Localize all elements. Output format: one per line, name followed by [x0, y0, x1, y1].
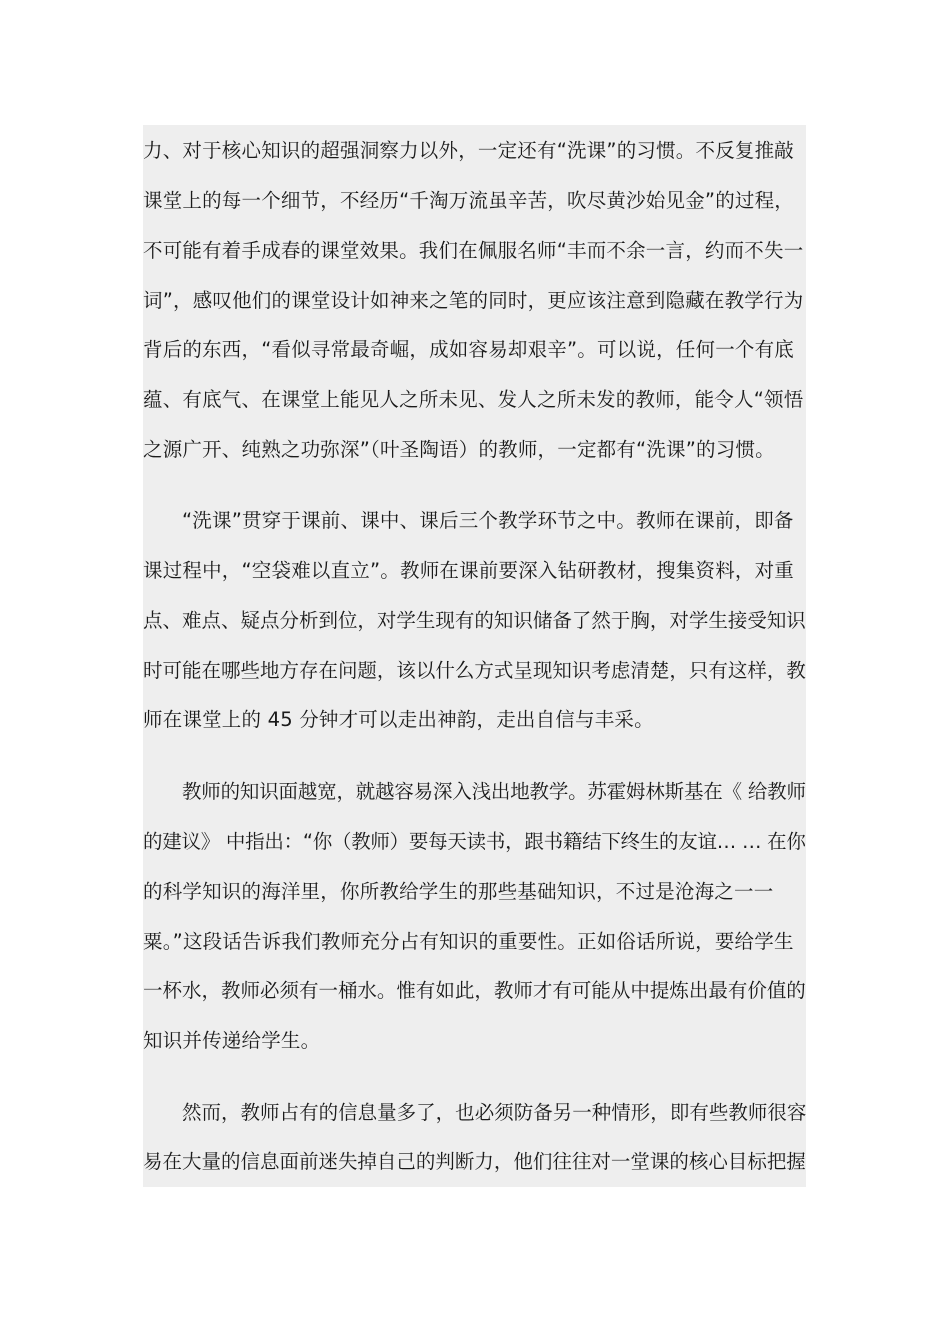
- text-line: 的建议》 中指出：“你（教师）要每天读书，跟书籍结下终生的友谊… … 在你: [143, 830, 806, 853]
- text-line: 背后的东西，“看似寻常最奇崛，成如容易却艰辛”。可以说，任何一个有底: [143, 338, 795, 361]
- text-line: 词”，感叹他们的课堂设计如神来之笔的同时，更应该注意到隐藏在教学行为: [143, 289, 804, 312]
- text-line: “洗课”贯穿于课前、课中、课后三个教学环节之中。教师在课前，即备: [182, 509, 794, 532]
- text-line: 知识并传递给学生。: [143, 1029, 321, 1052]
- text-block: [143, 125, 806, 1187]
- text-line: 的科学知识的海洋里，你所教给学生的那些基础知识，不过是沧海之一一: [143, 880, 774, 903]
- text-line: 一杯水，教师必须有一桶水。惟有如此，教师才有可能从中提炼出最有价值的: [143, 979, 806, 1002]
- text-line: 课过程中，“空袋难以直立”。教师在课前要深入钻研教材，搜集资料，对重: [143, 559, 795, 582]
- text-line: 不可能有着手成春的课堂效果。我们在佩服名师“丰而不余一言，约而不失一: [143, 239, 804, 262]
- text-line: 粟。”这段话告诉我们教师充分占有知识的重要性。正如俗话所说，要给学生: [143, 930, 794, 953]
- text-line: 课堂上的每一个细节，不经历“千淘万流虽辛苦，吹尽黄沙始见金”的过程，: [143, 189, 795, 212]
- text-line: 蕴、有底气、在课堂上能见人之所未见、发人之所未发的教师，能令人“领悟: [143, 388, 804, 411]
- text-line: 易在大量的信息面前迷失掉自己的判断力，他们往往对一堂课的核心目标把握: [143, 1150, 806, 1173]
- text-line: 时可能在哪些地方存在问题，该以什么方式呈现知识考虑清楚，只有这样，教: [143, 659, 806, 682]
- text-line: 力、对于核心知识的超强洞察力以外，一定还有“洗课”的习惯。不反复推敲: [143, 139, 795, 162]
- text-line: 点、难点、疑点分析到位，对学生现有的知识储备了然于胸，对学生接受知识: [143, 609, 806, 632]
- text-line: 然而，教师占有的信息量多了，也必须防备另一种情形，即有些教师很容: [182, 1101, 807, 1124]
- text-line: 之源广开、纯熟之功弥深”（叶圣陶语）的教师，一定都有“洗课”的习惯。: [143, 438, 775, 461]
- text-line: 师在课堂上的 45 分钟才可以走出神韵，走出自信与丰采。: [143, 708, 654, 731]
- text-line: 教师的知识面越宽，就越容易深入浅出地教学。苏霍姆林斯基在《 给教师: [182, 780, 806, 803]
